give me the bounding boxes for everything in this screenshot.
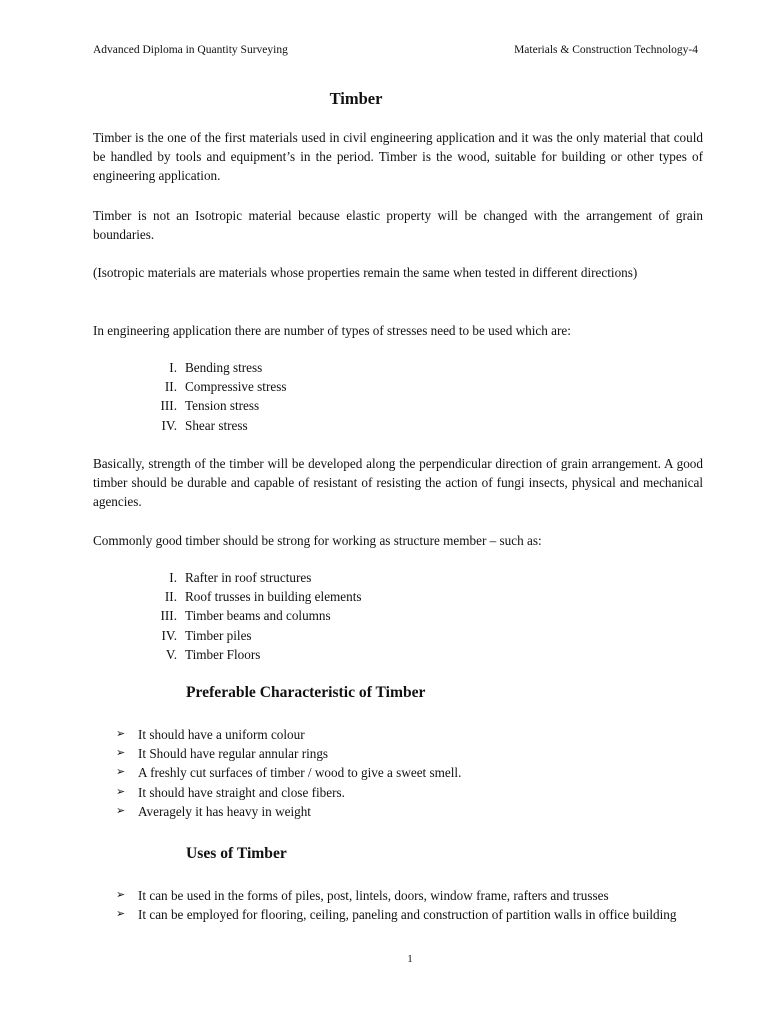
list-item-number: IV. xyxy=(161,417,177,433)
stresses-intro-paragraph: In engineering application there are number of types of stresses need to be used which are: xyxy=(93,323,571,338)
isotropic-definition-paragraph: (Isotropic materials are materials whose properties remain the same when tested in different directions) xyxy=(93,265,638,280)
characteristics-list xyxy=(116,725,704,821)
list-item-text: A freshly cut surfaces of timber / wood to give a sweet smell. xyxy=(138,765,462,781)
list-item xyxy=(145,626,362,645)
list-item-text: Timber Floors xyxy=(185,646,261,662)
isotropic-paragraph: Timber is not an Isotropic material because elastic property will be changed with the arrangement of grain boundaries. xyxy=(93,208,703,243)
list-item-number: III. xyxy=(160,608,177,624)
arrow-bullet-icon: ➢ xyxy=(116,747,126,760)
arrow-bullet-icon: ➢ xyxy=(116,728,126,740)
list-item-number: I. xyxy=(169,360,177,375)
list-item-text: It can be employed for flooring, ceiling, paneling and construction of partition walls in office building xyxy=(138,907,677,923)
list-item-text: Compressive stress xyxy=(185,379,287,395)
stresses-list xyxy=(145,358,286,435)
list-item-text: Timber piles xyxy=(185,627,252,643)
uses-list xyxy=(116,886,704,924)
list-item-number: III. xyxy=(160,398,177,414)
document-title: Timber xyxy=(329,89,383,108)
list-item xyxy=(145,645,362,664)
list-item xyxy=(116,886,704,905)
characteristics-heading: Preferable Characteristic of Timber xyxy=(186,684,426,701)
arrow-bullet-icon: ➢ xyxy=(116,889,126,901)
list-item xyxy=(145,358,286,377)
arrow-bullet-icon: ➢ xyxy=(116,908,126,921)
list-item-text: It can be used in the forms of piles, post, lintels, doors, window frame, rafters and trusses xyxy=(138,888,609,903)
list-item xyxy=(145,396,286,415)
list-item xyxy=(145,587,362,606)
list-item xyxy=(116,905,704,924)
list-item-text: Tension stress xyxy=(185,398,260,414)
uses-heading: Uses of Timber xyxy=(186,845,287,862)
list-item xyxy=(116,802,704,821)
arrow-bullet-icon: ➢ xyxy=(116,785,126,798)
list-item-text: Roof trusses in building elements xyxy=(185,589,362,605)
list-item-text: Shear stress xyxy=(185,417,248,433)
list-item xyxy=(145,606,362,625)
list-item-text: Rafter in roof structures xyxy=(185,570,312,585)
list-item-text: Bending stress xyxy=(185,360,263,375)
list-item-text: It Should have regular annular rings xyxy=(138,746,329,762)
arrow-bullet-icon: ➢ xyxy=(116,804,126,817)
list-item-text: Averagely it has heavy in weight xyxy=(138,803,311,819)
list-item-number: I. xyxy=(169,570,177,585)
page-number: 1 xyxy=(407,953,413,965)
list-item-text: Timber beams and columns xyxy=(185,608,331,624)
list-item-text: It should have straight and close fibers. xyxy=(138,784,345,800)
header-module-title: Materials & Construction Technology-4 xyxy=(514,44,698,56)
list-item xyxy=(116,763,704,782)
header-course-title: Advanced Diploma in Quantity Surveying xyxy=(93,44,288,56)
members-list xyxy=(145,568,362,664)
list-item-number: V. xyxy=(165,646,177,662)
list-item xyxy=(116,783,704,802)
list-item xyxy=(145,568,362,587)
list-item-text: It should have a uniform colour xyxy=(138,727,305,742)
list-item-number: II. xyxy=(164,379,177,395)
list-item xyxy=(116,725,704,744)
members-intro-paragraph: Commonly good timber should be strong for working as structure member – such as: xyxy=(93,533,542,548)
list-item xyxy=(145,377,286,396)
list-item-number: II. xyxy=(164,589,177,605)
list-item-number: IV. xyxy=(161,627,177,643)
arrow-bullet-icon: ➢ xyxy=(116,766,126,779)
strength-paragraph: Basically, strength of the timber will be developed along the perpendicular direction of grain arrangement. A good timber should be durable and capable of resistant of resisting the action of fungi insects, physical and mechanical agencies. xyxy=(93,456,703,510)
list-item xyxy=(116,744,704,763)
list-item xyxy=(145,416,286,435)
intro-paragraph: Timber is the one of the first materials used in civil engineering application and it was the only material that could be handled by tools and equipment’s in the period. Timber is the wood, suitable for building or other types of engineering application. xyxy=(93,130,703,184)
